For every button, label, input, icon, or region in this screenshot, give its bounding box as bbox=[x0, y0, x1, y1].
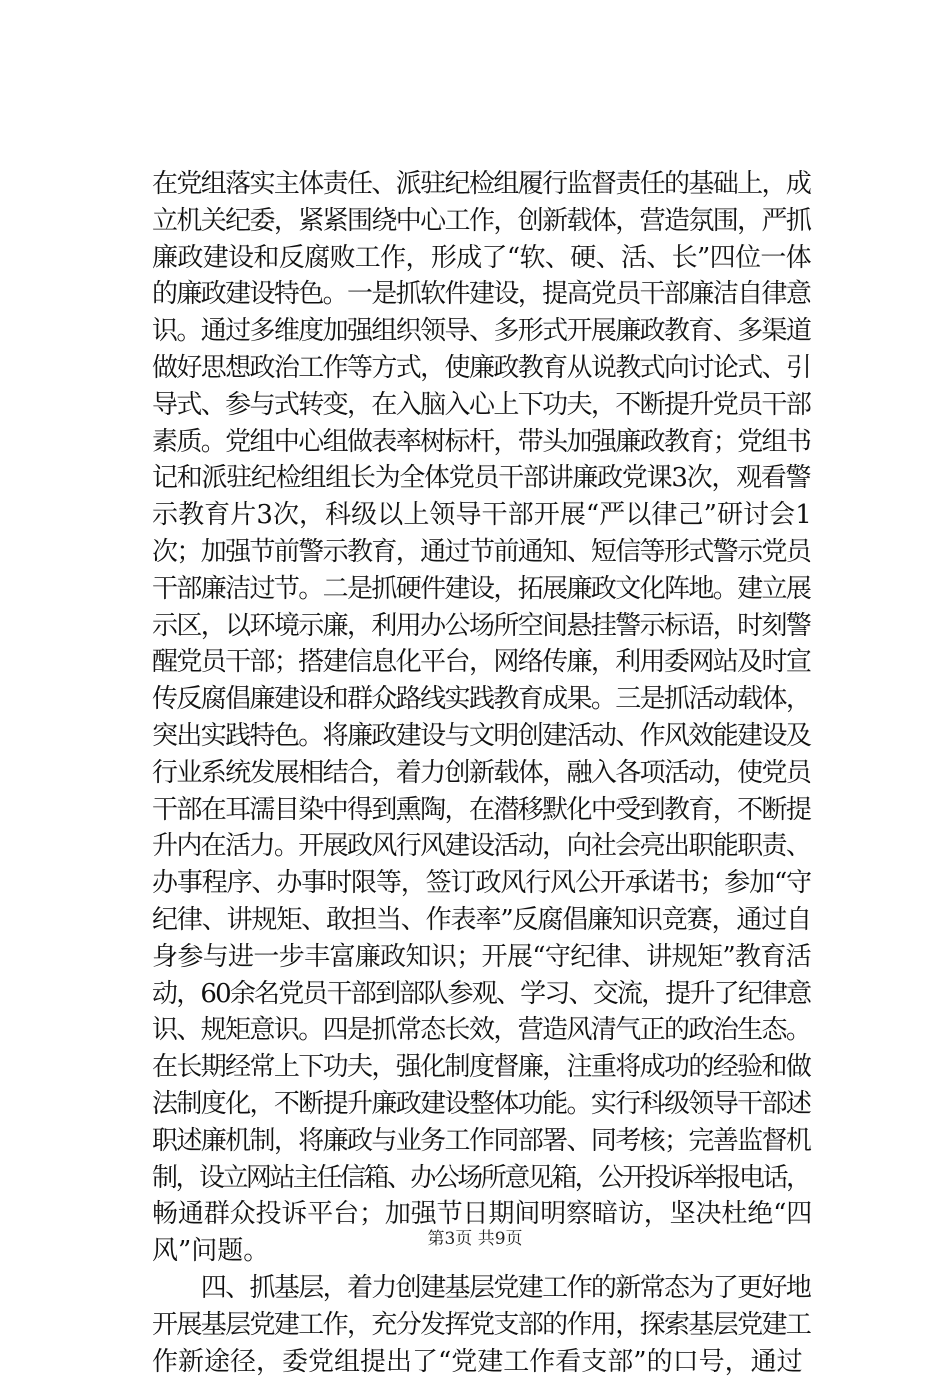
text-line: 干部廉洁过节。二是抓硬件建设，拓展廉政文化阵地。建立展 bbox=[152, 571, 816, 608]
text-line: 做好思想政治工作等方式，使廉政教育从说教式向讨论式、引 bbox=[152, 350, 816, 387]
text-line: 动，60余名党员干部到部队参观、学习、交流，提升了纪律意 bbox=[152, 976, 816, 1013]
text-line: 职述廉机制，将廉政与业务工作同部署、同考核；完善监督机 bbox=[152, 1123, 816, 1160]
text-line: 法制度化，不断提升廉政建设整体功能。实行科级领导干部述 bbox=[152, 1086, 816, 1123]
text-line: 制，设立网站主任信箱、办公场所意见箱，公开投诉举报电话， bbox=[152, 1160, 816, 1197]
body-text bbox=[152, 166, 812, 1380]
page-number-footer: 第3页 共9页 bbox=[0, 1228, 950, 1250]
text-line: 畅通群众投诉平台；加强节日期间明察暗访，坚决杜绝“四 bbox=[152, 1196, 816, 1233]
text-line: 识、规矩意识。四是抓常态长效，营造风清气正的政治生态。 bbox=[152, 1012, 816, 1049]
text-line: 作新途径，委党组提出了“党建工作看支部”的口号，通过 bbox=[152, 1344, 816, 1380]
text-line: 干部在耳濡目染中得到熏陶，在潜移默化中受到教育，不断提 bbox=[152, 792, 816, 829]
text-line: 风”问题。 bbox=[152, 1233, 816, 1270]
text-line: 身参与进一步丰富廉政知识；开展“守纪律、讲规矩”教育活 bbox=[152, 939, 816, 976]
text-line: 的廉政建设特色。一是抓软件建设，提高党员干部廉洁自律意 bbox=[152, 276, 816, 313]
text-line: 办事程序、办事时限等，签订政风行风公开承诺书；参加“守 bbox=[152, 865, 816, 902]
text-line: 记和派驻纪检组组长为全体党员干部讲廉政党课3次，观看警 bbox=[152, 460, 816, 497]
text-line: 醒党员干部；搭建信息化平台，网络传廉，利用委网站及时宣 bbox=[152, 644, 816, 681]
text-line: 传反腐倡廉建设和群众路线实践教育成果。三是抓活动载体， bbox=[152, 681, 816, 718]
text-line: 识。通过多维度加强组织领导、多形式开展廉政教育、多渠道 bbox=[152, 313, 816, 350]
text-line: 开展基层党建工作，充分发挥党支部的作用，探索基层党建工 bbox=[152, 1307, 816, 1344]
text-line: 在长期经常上下功夫，强化制度督廉，注重将成功的经验和做 bbox=[152, 1049, 816, 1086]
text-line: 导式、参与式转变，在入脑入心上下功夫，不断提升党员干部 bbox=[152, 387, 816, 424]
text-line: 次；加强节前警示教育，通过节前通知、短信等形式警示党员 bbox=[152, 534, 816, 571]
text-line: 素质。党组中心组做表率树标杆，带头加强廉政教育；党组书 bbox=[152, 424, 816, 461]
text-line: 廉政建设和反腐败工作，形成了“软、硬、活、长”四位一体 bbox=[152, 240, 816, 277]
text-line: 在党组落实主体责任、派驻纪检组履行监督责任的基础上，成 bbox=[152, 166, 816, 203]
text-line: 突出实践特色。将廉政建设与文明创建活动、作风效能建设及 bbox=[152, 718, 816, 755]
text-line: 示教育片3次，科级以上领导干部开展“严以律己”研讨会1 bbox=[152, 497, 816, 534]
text-line: 升内在活力。开展政风行风建设活动，向社会亮出职能职责、 bbox=[152, 828, 816, 865]
text-line: 纪律、讲规矩、敢担当、作表率”反腐倡廉知识竞赛，通过自 bbox=[152, 902, 816, 939]
text-line: 立机关纪委，紧紧围绕中心工作，创新载体，营造氛围，严抓 bbox=[152, 203, 816, 240]
text-line: 行业系统发展相结合，着力创新载体，融入各项活动，使党员 bbox=[152, 755, 816, 792]
text-line: 四、抓基层，着力创建基层党建工作的新常态为了更好地 bbox=[152, 1270, 816, 1307]
text-line: 示区，以环境示廉，利用办公场所空间悬挂警示标语，时刻警 bbox=[152, 608, 816, 645]
